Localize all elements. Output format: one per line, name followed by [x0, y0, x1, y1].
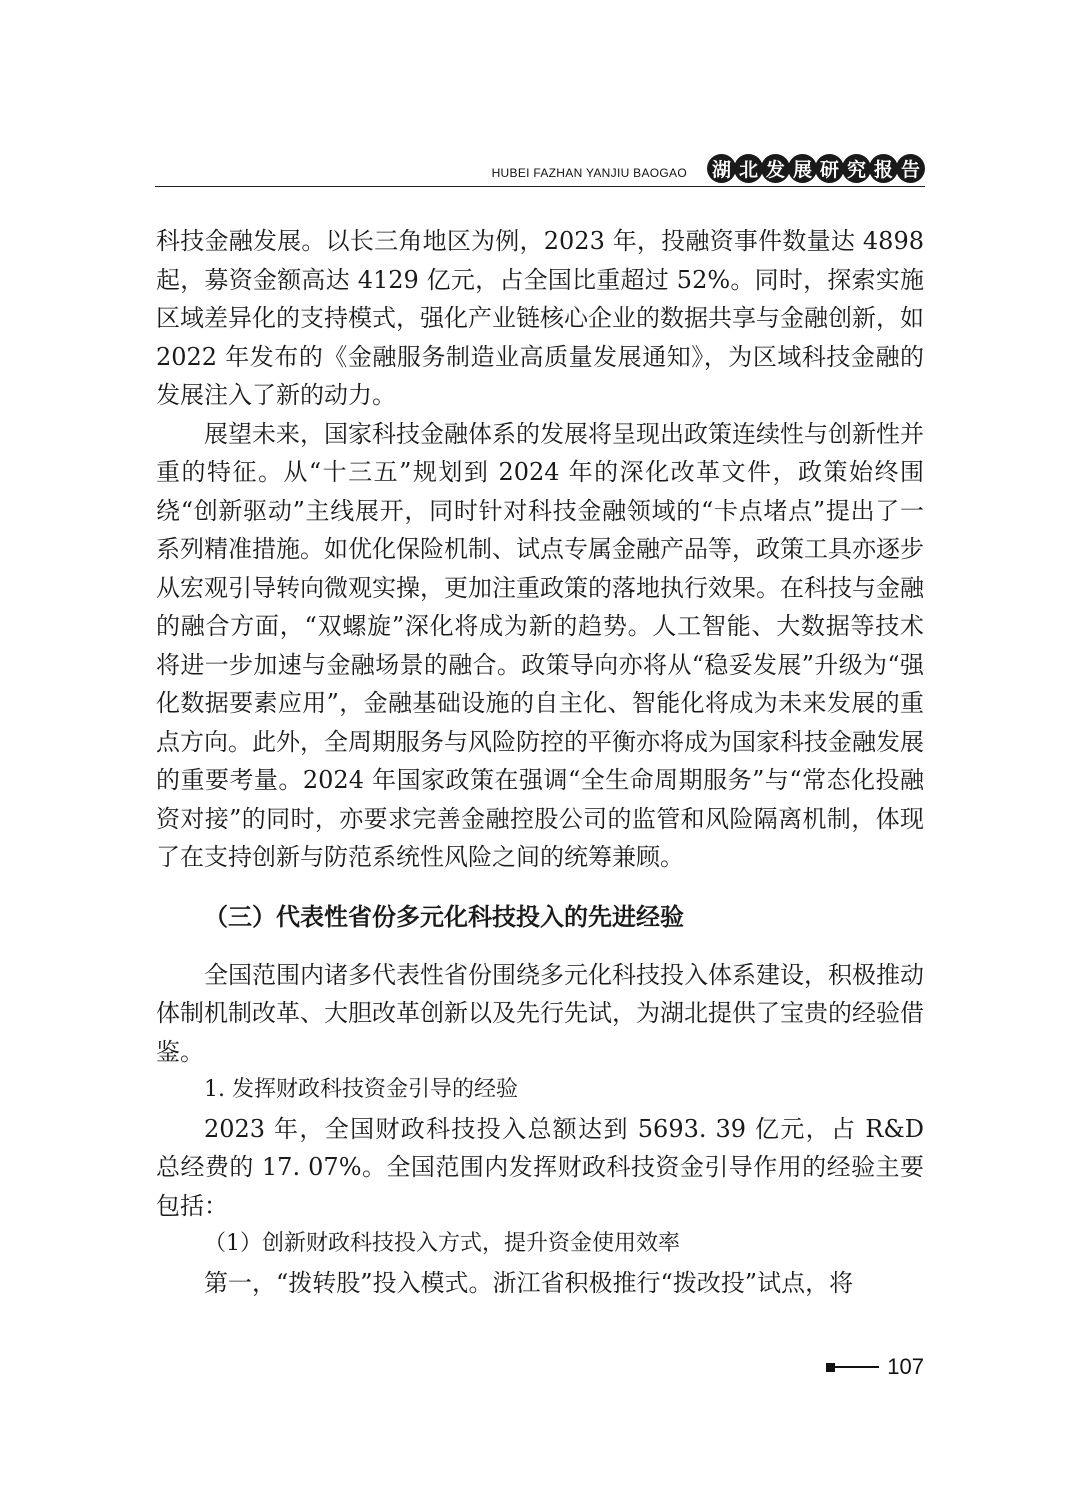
- page-body: [156, 222, 924, 1302]
- paragraph-continued: 科技金融发展。以长三角地区为例，2023 年，投融资事件数量达 4898 起，募资金额高达 4129 亿元，占全国比重超过 52%。同时，探索实施区域差异化的支持模式，强化产业链核心企业的数据共享与金融创新，如 2022 年发布的《金融服务制造业高质量发展通知》，为区域科技金融的发展注入了新的动力。: [156, 227, 924, 409]
- header-char: 告: [896, 154, 925, 183]
- subheading-innovation: （1）创新财政科技投入方式，提升资金使用效率: [204, 1231, 680, 1256]
- header-char: 研: [815, 154, 844, 183]
- footer-square-mark: [826, 1363, 835, 1372]
- header-english-title: HUBEI FAZHAN YANJIU BAOGAO: [491, 166, 687, 180]
- paragraph-fiscal-data: 2023 年，全国财政科技投入总额达到 5693. 39 亿元，占 R&D 总经费的 17. 07%。全国范围内发挥财政科技资金引导作用的经验主要包括：: [156, 1114, 924, 1220]
- paragraph-outlook: 展望未来，国家科技金融体系的发展将呈现出政策连续性与创新性并重的特征。从“十三五”规划到 2024 年的深化改革文件，政策始终围绕“创新驱动”主线展开，同时针对科技金融领域的“卡点堵点”提出了一系列精准措施。如优化保险机制、试点专属金融产品等，政策工具亦逐步从宏观引导转向微观实操，更加注重政策的落地执行效果。在科技与金融的融合方面，“双螺旋”深化将成为新的趋势。人工智能、大数据等技术将进一步加速与金融场景的融合。政策导向亦将从“稳妥发展”升级为“强化数据要素应用”，金融基础设施的自主化、智能化将成为未来发展的重点方向。此外，全周期服务与风险防控的平衡亦将成为国家科技金融发展的重要考量。2024 年国家政策在强调“全生命周期服务”与“常态化投融资对接”的同时，亦要求完善金融控股公司的监管和风险隔离机制，体现了在支持创新与防范系统性风险之间的统筹兼顾。: [156, 419, 924, 871]
- footer-rule: [835, 1366, 879, 1368]
- header-char: 发: [761, 154, 790, 183]
- paragraph-first-point: 第一，“拨转股”投入模式。浙江省积极推行“拨改投”试点，将: [204, 1268, 854, 1297]
- header-char: 报: [869, 154, 898, 183]
- header-char: 究: [842, 154, 871, 183]
- section-heading: （三）代表性省份多元化科技投入的先进经验: [204, 902, 684, 931]
- header-char: 展: [788, 154, 817, 183]
- running-header: [155, 150, 925, 187]
- paragraph-provinces: 全国范围内诸多代表性省份围绕多元化科技投入体系建设，积极推动体制机制改革、大胆改革创新以及先行先试，为湖北提供了宝贵的经验借鉴。: [156, 960, 924, 1066]
- header-char: 北: [734, 154, 763, 183]
- header-chinese-title: [709, 154, 925, 183]
- header-char: 湖: [707, 154, 736, 183]
- page-footer: [826, 1354, 924, 1380]
- subheading-fiscal-guidance: 1. 发挥财政科技资金引导的经验: [204, 1077, 518, 1102]
- page-number: 107: [887, 1354, 924, 1379]
